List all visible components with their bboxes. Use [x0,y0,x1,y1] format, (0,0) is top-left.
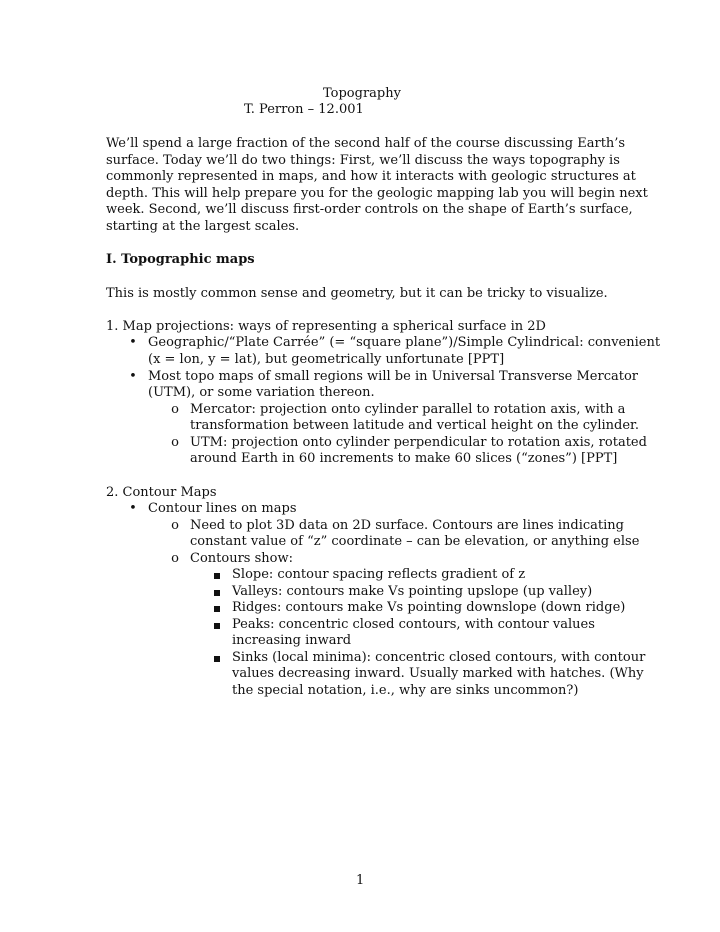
intro-line: commonly represented in maps, and how it interacts with geologic structures at [106,169,636,184]
bullet-text: (x = lon, y = lat), but geometrically unfortunate [PPT] [148,352,505,367]
intro-line: We’ll spend a large fraction of the second half of the course discussing Earth’s [106,136,626,151]
list-heading-map-projections: 1. Map projections: ways of representing a spherical surface in 2D [106,319,546,334]
nested-bullet-text: Ridges: contours make Vs pointing downslope (down ridge) [232,600,626,615]
hollow-bullet-icon: o [171,518,179,533]
intro-line: depth. This will help prepare you for the geologic mapping lab you will begin next [106,186,648,201]
bullet-icon: • [129,501,137,516]
nested-bullet-text: Slope: contour spacing reflects gradient of z [232,567,526,582]
square-bullet-icon [214,623,220,629]
square-bullet-icon [214,573,220,579]
page-number: 1 [356,873,365,888]
section-lead: This is mostly common sense and geometry, but it can be tricky to visualize. [106,286,608,301]
square-bullet-icon [214,656,220,662]
bullet-text: Geographic/“Plate Carrée” (= “square plane”)/Simple Cylindrical: convenient [148,335,661,350]
sub-bullet-text: Mercator: projection onto cylinder parallel to rotation axis, with a [190,402,626,417]
intro-line: surface. Today we’ll do two things: First, we’ll discuss the ways topography is [106,153,620,168]
section-heading: I. Topographic maps [106,252,255,267]
bullet-icon: • [129,335,137,350]
sub-bullet-text: constant value of “z” coordinate – can be elevation, or anything else [190,534,640,549]
sub-bullet-text: around Earth in 60 increments to make 60 slices (“zones”) [PPT] [190,451,618,466]
square-bullet-icon [214,606,220,612]
list-heading-contour-maps: 2. Contour Maps [106,485,217,500]
hollow-bullet-icon: o [171,551,179,566]
document-title: Topography [323,86,401,101]
square-bullet-icon [214,590,220,596]
nested-bullet-text: the special notation, i.e., why are sinks uncommon?) [232,683,579,698]
intro-line: week. Second, we’ll discuss first-order controls on the shape of Earth’s surface, [106,202,633,217]
bullet-text: Most topo maps of small regions will be in Universal Transverse Mercator [148,369,638,384]
sub-bullet-text: UTM: projection onto cylinder perpendicular to rotation axis, rotated [190,435,647,450]
bullet-text: Contour lines on maps [148,501,297,516]
nested-bullet-text: values decreasing inward. Usually marked with hatches. (Why [232,666,644,681]
sub-bullet-text: Contours show: [190,551,293,566]
intro-line: starting at the largest scales. [106,219,300,234]
nested-bullet-text: increasing inward [232,633,352,648]
hollow-bullet-icon: o [171,435,179,450]
nested-bullet-text: Valleys: contours make Vs pointing upslope (up valley) [232,584,593,599]
document-author: T. Perron – 12.001 [244,102,364,117]
bullet-icon: • [129,369,137,384]
sub-bullet-text: transformation between latitude and vertical height on the cylinder. [190,418,639,433]
nested-bullet-text: Sinks (local minima): concentric closed contours, with contour [232,650,646,665]
sub-bullet-text: Need to plot 3D data on 2D surface. Contours are lines indicating [190,518,624,533]
nested-bullet-text: Peaks: concentric closed contours, with contour values [232,617,595,632]
bullet-text: (UTM), or some variation thereon. [148,385,375,400]
hollow-bullet-icon: o [171,402,179,417]
